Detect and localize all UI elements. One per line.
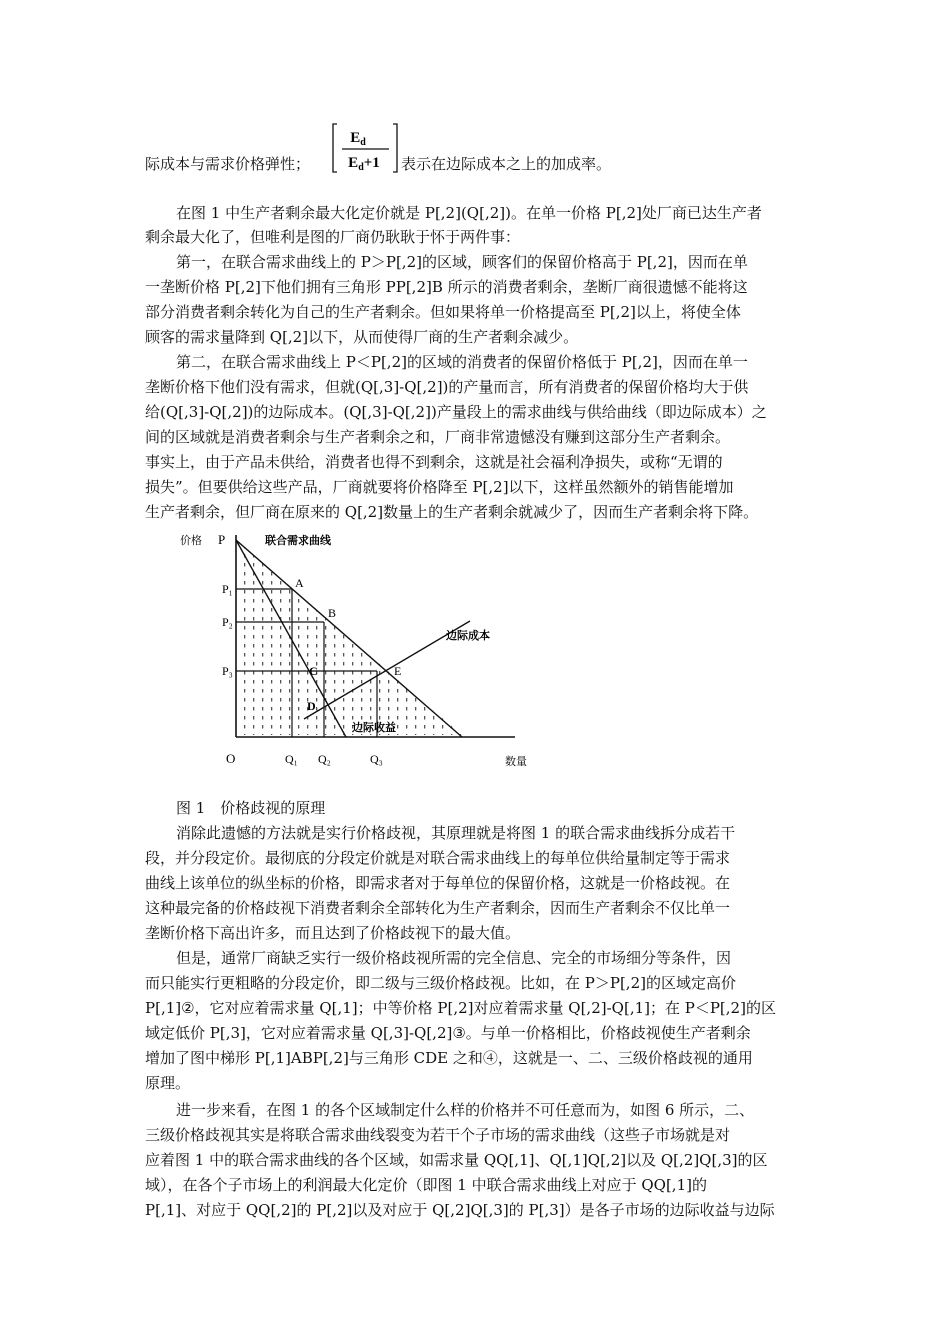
mr-label: 边际收益 <box>352 722 396 734</box>
point-e-label: E <box>394 664 402 678</box>
p4-line: 曲线上该单位的纵坐标的价格，即需求者对于每单位的保留价格，这就是一价格歧视。在 <box>145 874 731 892</box>
point-d-label: D <box>307 699 316 713</box>
p6-line: P[,1]、对应于 QQ[,2]的 P[,2]以及对应于 Q[,2]Q[,3]的 P[,3]）是各子市场的边际收益与边际 <box>145 1201 775 1219</box>
p5-line: 增加了图中梯形 P[,1]ABP[,2]与三角形 CDE 之和④，这就是一、二、三级价格歧视的通用 <box>145 1049 753 1067</box>
point-c-label: C <box>309 664 318 678</box>
mc-label: 边际成本 <box>446 630 490 642</box>
p5-line: 原理。 <box>145 1074 191 1092</box>
p-label: P <box>218 532 226 547</box>
p3-line: 损失”。但要供给这些产品，厂商就要将价格降至 P[,2]以下，这样虽然额外的销售能增加 <box>145 478 734 496</box>
p4-line: 垄断价格下高出许多，而且达到了价格歧视下的最大值。 <box>145 924 521 942</box>
y-axis-label: 价格 <box>180 535 202 547</box>
formula-post-text: 表示在边际成本之上的加成率。 <box>401 155 612 173</box>
markup-fraction <box>331 122 399 174</box>
q2-label: Q₂ <box>318 752 331 766</box>
p1-line: 在图 1 中生产者剩余最大化定价就是 P[,2](Q[,2])。在单一价格 P[,2]处厂商已达生产者 <box>176 204 762 222</box>
p3-line: 事实上，由于产品未供给，消费者也得不到剩余，这就是社会福利净损失，或称“无谓的 <box>145 453 723 471</box>
p3-line: 给(Q[,3]-Q[,2])的边际成本。(Q[,3]-Q[,2])产量段上的需求曲线与供给曲线（即边际成本）之 <box>145 403 767 421</box>
point-a-label: A <box>295 576 304 590</box>
p1-line: 剩余最大化了，但唯利是图的厂商仍耿耿于怀于两件事： <box>145 228 521 246</box>
p6-line: 域），在各个子市场上的利润最大化定价（即图 1 中联合需求曲线上对应于 QQ[,1]的 <box>145 1176 707 1194</box>
p1-label: P₁ <box>222 582 233 596</box>
q1-label: Q₁ <box>285 752 298 766</box>
p6-line: 进一步来看，在图 1 的各个区域制定什么样的价格并不可任意而为，如图 6 所示，二、 <box>176 1101 755 1119</box>
p3-line: 第二，在联合需求曲线上 P＜P[,2]的区域的消费者的保留价格低于 P[,2]，因而在单一 <box>176 353 748 371</box>
p2-line: 部分消费者剩余转化为自己的生产者剩余。但如果将单一价格提高至 P[,2]以上，将使全体 <box>145 303 741 321</box>
x-axis-label: 数量 <box>505 756 527 768</box>
demand-label: 联合需求曲线 <box>265 535 331 547</box>
p5-line: P[,1]②，它对应着需求量 Q[,1]；中等价格 P[,2]对应着需求量 Q[,2]-Q[,1]；在 P＜P[,2]的区 <box>145 999 776 1017</box>
denominator: E <box>348 155 359 171</box>
p5-line: 但是，通常厂商缺乏实行一级价格歧视所需的完全信息、完全的市场细分等条件，因 <box>176 949 732 967</box>
figure-caption: 图 1 价格歧视的原理 <box>176 799 326 817</box>
p4-line: 段，并分段定价。最彻底的分段定价就是对联合需求曲线上的每单位供给量制定等于需求 <box>145 849 731 867</box>
svg-text:Ed <box>350 130 366 148</box>
denominator-sub: d <box>358 162 364 173</box>
point-b-label: B <box>328 606 337 620</box>
formula-pre-text: 际成本与需求价格弹性； <box>145 155 311 173</box>
svg-text:Ed+1 <box>348 155 380 173</box>
p3-line: 垄断价格下他们没有需求，但就(Q[,3]-Q[,2])的产量而言，所有消费者的保留价格均大于供 <box>145 378 749 396</box>
numerator-sub: d <box>360 137 366 148</box>
p2-line: 第一，在联合需求曲线上的 P＞P[,2]的区域，顾客们的保留价格高于 P[,2]，因而在单 <box>176 253 748 271</box>
p6-line: 应着图 1 中的联合需求曲线的各个区域，如需求量 QQ[,1]、Q[,1]Q[,2]以及 Q[,2]Q[,3]的区 <box>145 1151 768 1169</box>
p3-line: 生产者剩余，但厂商在原来的 Q[,2]数量上的生产者剩余就减少了，因而生产者剩余将下降。 <box>145 503 759 521</box>
right-bracket <box>393 124 397 172</box>
p6-line: 三级价格歧视其实是将联合需求曲线裂变为若干个子市场的需求曲线（这些子市场就是对 <box>145 1126 731 1144</box>
p2-line: 一垄断价格 P[,2]下他们拥有三角形 PP[,2]B 所示的消费者剩余，垄断厂商很遗憾不能将这 <box>145 278 748 296</box>
formula-line <box>145 122 825 182</box>
origin-label: O <box>226 751 236 766</box>
p4-line: 这种最完备的价格歧视下消费者剩余全部转化为生产者剩余，因而生产者剩余不仅比单一 <box>145 899 731 917</box>
p2-line: 顾客的需求量降到 Q[,2]以下，从而使得厂商的生产者剩余减少。 <box>145 328 579 346</box>
p5-line: 而只能实行更粗略的分段定价，即二级与三级价格歧视。比如，在 P＞P[,2]的区域定高价 <box>145 974 736 992</box>
p3-label: P₃ <box>222 664 233 678</box>
p3-line: 间的区域就是消费者剩余与生产者剩余之和，厂商非常遗憾没有赚到这部分生产者剩余。 <box>145 428 731 446</box>
denominator-tail: +1 <box>363 155 380 171</box>
p5-line: 域定低价 P[,3]，它对应着需求量 Q[,3]-Q[,2]③。与单一价格相比，价格歧视使生产者剩余 <box>145 1024 751 1042</box>
p2-label: P₂ <box>222 615 233 629</box>
q3-label: Q₃ <box>370 752 383 766</box>
numerator: E <box>350 130 361 146</box>
left-bracket <box>333 124 337 172</box>
p4-line: 消除此遗憾的方法就是实行价格歧视，其原理就是将图 1 的联合需求曲线拆分成若干 <box>176 824 736 842</box>
price-discrimination-figure <box>170 525 550 775</box>
